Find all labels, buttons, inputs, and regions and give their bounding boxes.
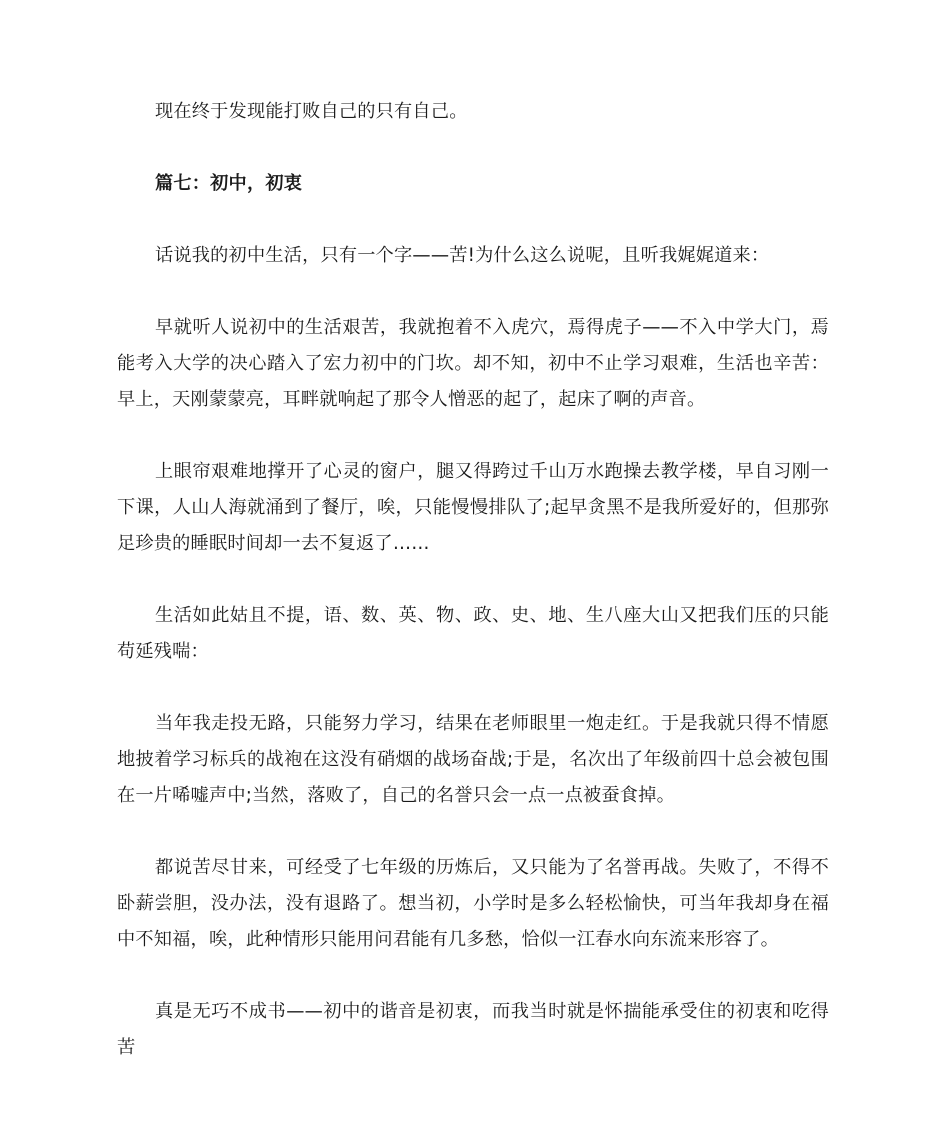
- paragraph-truncated: 真是无巧不成书——初中的谐音是初衷，而我当时就是怀揣能承受住的初衷和吃得苦: [117, 1001, 829, 1058]
- document-page: [117, 94, 829, 1066]
- section-heading: 篇七：初中，初衷: [155, 173, 303, 194]
- paragraph: 当年我走投无路，只能努力学习，结果在老师眼里一炮走红。于是我就只得不情愿地披着学习标兵的战袍在这没有硝烟的战场奋战;于是，名次出了年级前四十总会被包围在一片唏嘘声中;当然，落败了，自己的名誉只会一点一点被蚕食掉。: [117, 713, 829, 806]
- paragraph-closing-line: 现在终于发现能打败自己的只有自己。: [155, 101, 468, 122]
- paragraph: 上眼帘艰难地撑开了心灵的窗户，腿又得跨过千山万水跑操去教学楼，早自习刚一下课，人山人海就涌到了餐厅，唉，只能慢慢排队了;起早贪黑不是我所爱好的，但那弥足珍贵的睡眠时间却一去不复返了……: [117, 461, 829, 554]
- paragraph: 都说苦尽甘来，可经受了七年级的历炼后，又只能为了名誉再战。失败了，不得不卧薪尝胆，没办法，没有退路了。想当初，小学时是多么轻松愉快，可当年我却身在福中不知福，唉，此种情形只能用问君能有几多愁，恰似一江春水向东流来形容了。: [117, 857, 829, 950]
- paragraph: 生活如此姑且不提，语、数、英、物、政、史、地、生八座大山又把我们压的只能苟延残喘：: [117, 605, 829, 662]
- paragraph: 早就听人说初中的生活艰苦，我就抱着不入虎穴，焉得虎子——不入中学大门，焉能考入大学的决心踏入了宏力初中的门坎。却不知，初中不止学习艰难，生活也辛苦：早上，天刚蒙蒙亮，耳畔就响起了那令人憎恶的起了，起床了啊的声音。: [117, 317, 829, 410]
- paragraph: 话说我的初中生活，只有一个字——苦!为什么这么说呢，且听我娓娓道来：: [155, 245, 770, 266]
